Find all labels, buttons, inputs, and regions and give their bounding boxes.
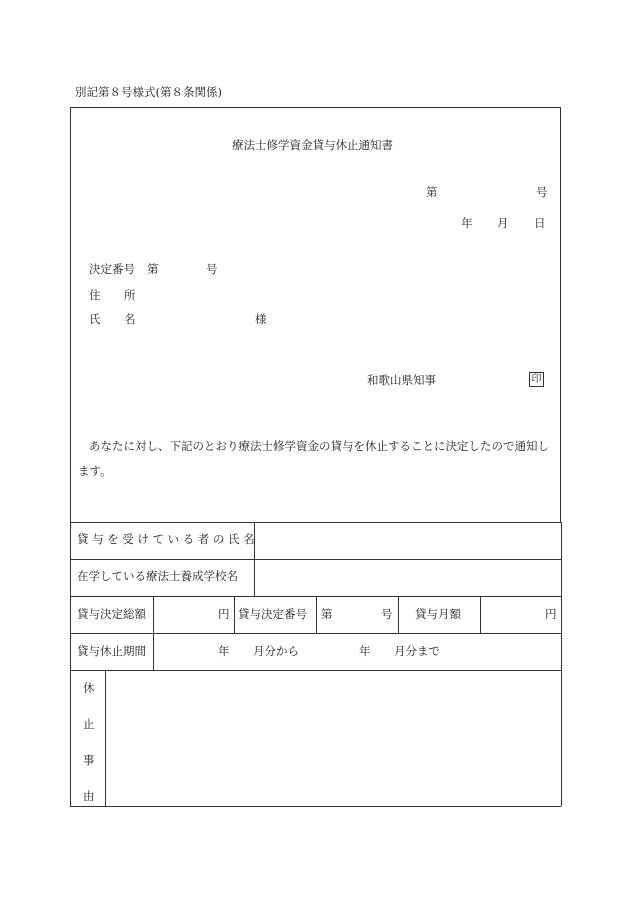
form-number-note: 別記第８号様式(第８条関係) [75,85,222,99]
decision-no-prefix: 第 [321,607,333,621]
monthly-amount-label: 貸与月額 [415,607,461,621]
address-label-second: 所 [124,288,136,302]
date-month: 月 [497,216,509,230]
monthly-amount-yen: 円 [545,607,557,621]
doc-number-prefix: 第 [426,185,438,199]
notice-body-text: あなたに対し、下記のとおり療法士修学資金の貸与を休止することに決定したので通知します。 [78,439,549,478]
date-day: 日 [534,216,546,230]
period-to-month: 月分まで [394,644,440,658]
decision-no-suffix: 号 [381,607,393,621]
suspension-period-label: 貸与休止期間 [77,644,146,658]
name-label-second: 名 [124,312,136,326]
date-year: 年 [461,216,473,230]
issuer-name: 和歌山県知事 [367,373,436,387]
doc-number-suffix: 号 [536,185,548,199]
borrower-name-label: 貸与を受けている者の氏名 [77,532,259,546]
period-from-year: 年 [218,644,230,658]
decision-number-prefix: 第 [147,262,159,276]
honorific: 様 [255,312,267,326]
page-title: 療法士修学資金貸与休止通知書 [232,138,393,152]
reason-label-char-1: 休 [83,681,95,695]
school-name-label: 在学している療法士養成学校名 [77,569,238,583]
period-to-year: 年 [359,644,371,658]
total-amount-yen: 円 [218,607,230,621]
decision-number-suffix: 号 [206,262,218,276]
total-amount-label: 貸与決定総額 [77,607,146,621]
name-label-first: 氏 [89,312,101,326]
reason-label-char-3: 事 [83,753,95,767]
period-from-month: 月分から [253,644,299,658]
decision-number-label: 決定番号 [89,262,135,276]
address-label-first: 住 [89,288,101,302]
reason-label-char-2: 止 [83,717,95,731]
reason-label-char-4: 由 [83,789,95,803]
seal-mark: 印 [529,372,544,387]
decision-no-label: 貸与決定番号 [238,607,307,621]
